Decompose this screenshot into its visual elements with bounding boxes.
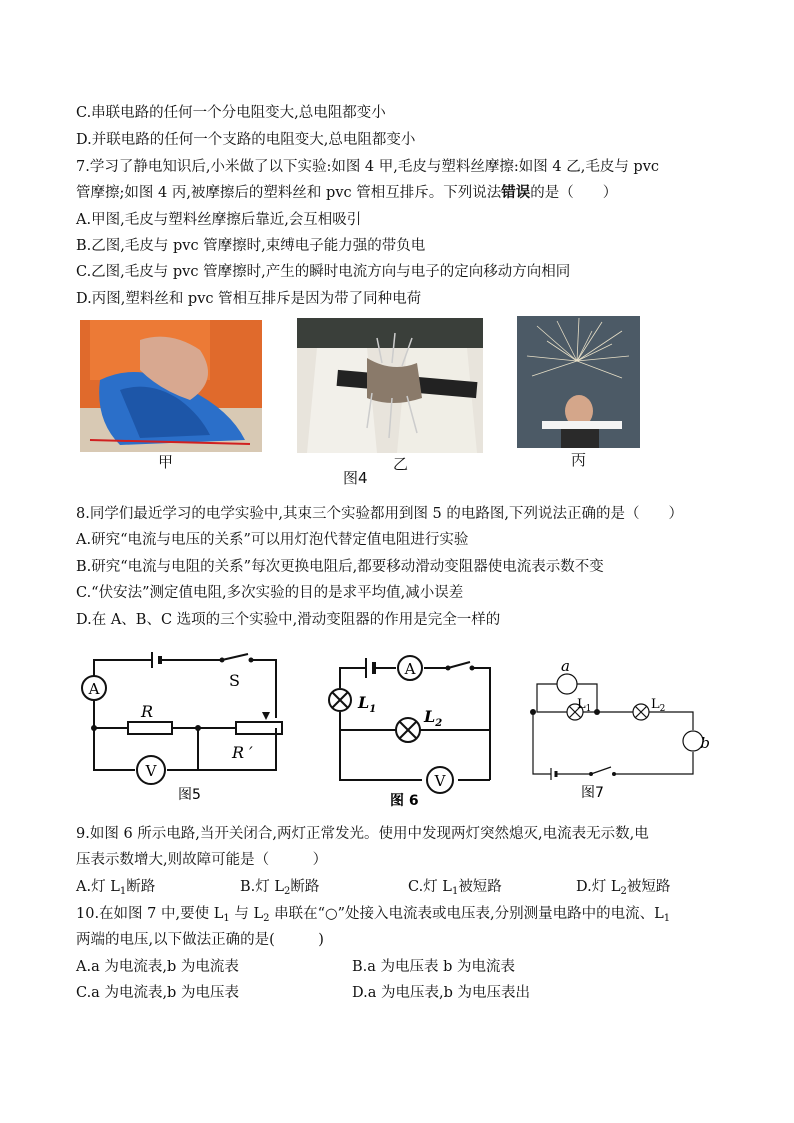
fig6-lamp1-sub: 1 xyxy=(369,704,377,715)
q10-option-c: C.a 为电流表,b 为电压表 xyxy=(76,985,239,1001)
q7-stem-end: 的是（ ） xyxy=(530,185,618,201)
fig4-caption-yi: 乙 xyxy=(393,455,409,473)
fig7-lamp2-label: L xyxy=(651,697,660,712)
fig6-caption: 图 6 xyxy=(390,793,419,809)
q9-option-d: D.灯 $L_2$被短路 xyxy=(576,879,671,897)
q7-option-d: D.丙图,塑料丝和 pvc 管相互排斥是因为带了同种电荷 xyxy=(76,291,422,307)
fig7-lamp1-sub: 1 xyxy=(585,704,592,714)
q9-stem-line2: 压表示数增大,则故障可能是（ ） xyxy=(76,852,328,868)
fig5-switch-label: S xyxy=(229,671,240,690)
q7-option-a: A.甲图,毛皮与塑料丝摩擦后靠近,会互相吸引 xyxy=(76,212,362,228)
q7-stem-line1: 7.学习了静电知识后,小米做了以下实验:如图 4 甲,毛皮与塑料丝摩擦:如图 4 乙,毛皮与 pvc xyxy=(76,159,660,175)
fig4-caption-jia: 甲 xyxy=(158,453,174,471)
q8-option-a: A.研究“电流与电压的关系”可以用灯泡代替定值电阻进行实验 xyxy=(76,532,469,548)
photo-yi xyxy=(297,318,483,453)
q10-option-a: A.a 为电流表,b 为电流表 xyxy=(76,959,239,975)
fig4-caption-bing: 丙 xyxy=(571,451,587,469)
fig5-resistor-label: R xyxy=(141,702,154,721)
q8-option-d: D.在 A、B、C 选项的三个实验中,滑动变阻器的作用是完全一样的 xyxy=(76,612,501,628)
svg-text:L1 xyxy=(357,693,376,715)
fig6-lamp2-sub: 2 xyxy=(435,718,443,729)
photo-jia xyxy=(80,320,262,452)
svg-text:L2 xyxy=(423,707,442,729)
q8-stem: 8.同学们最近学习的电学实验中,其束三个实验都用到图 5 的电路图,下列说法正确的是（ ） xyxy=(76,506,683,522)
fig7-lamp1-label: L xyxy=(577,697,586,712)
photo-bing xyxy=(517,316,640,448)
q7-option-b: B.乙图,毛皮与 pvc 管摩擦时,束缚电子能力强的带负电 xyxy=(76,238,426,254)
q7-stem-text: 管摩擦;如图 4 丙,被摩擦后的塑料丝和 pvc 管相互排斥。下列说法 xyxy=(76,185,502,201)
fig5-rheostat-label: R ′ xyxy=(232,743,253,762)
fig6-ammeter-label: A xyxy=(404,660,416,678)
q9-stem-line1: 9.如图 6 所示电路,当开关闭合,两灯正常发光。使用中发现两灯突然熄灭,电流表无示数,电 xyxy=(76,826,649,842)
q10-stem-line1: 10.在如图 7 中,要使 $L_1$ 与 $L_2$ 串联在“○”处接入电流表或电压表,分别测量电路中的电流、$L_1$ xyxy=(76,906,671,924)
fig7-caption: 图7 xyxy=(581,785,604,801)
svg-text:L2 xyxy=(651,697,665,714)
fig7-meter-a-label: a xyxy=(561,657,570,675)
q7-stem-line2 xyxy=(76,183,617,203)
fig5-voltmeter-label: V xyxy=(145,762,157,780)
circuit-figure-5 xyxy=(72,646,292,806)
q9-option-b: B.灯 $L_2$断路 xyxy=(240,879,320,897)
fig6-lamp2-label: L xyxy=(424,707,436,726)
q10-option-d: D.a 为电压表,b 为电压表出 xyxy=(352,985,530,1001)
svg-text:L1 xyxy=(577,697,591,714)
circuit-figure-6 xyxy=(322,650,502,808)
q10-stem-line2: 两端的电压,以下做法正确的是( ) xyxy=(76,932,324,948)
q9-option-a: A.灯 $L_1$断路 xyxy=(76,879,156,897)
fig5-caption: 图5 xyxy=(178,787,201,803)
fig5-ammeter-label: A xyxy=(88,680,100,698)
q7-option-c: C.乙图,毛皮与 pvc 管摩擦时,产生的瞬时电流方向与电子的定向移动方向相同 xyxy=(76,264,571,280)
fig6-voltmeter-label: V xyxy=(434,772,446,790)
q8-option-b: B.研究“电流与电阻的关系”每次更换电阻后,都要移动滑动变阻器使电流表示数不变 xyxy=(76,559,604,575)
fig4-caption: 图4 xyxy=(343,469,368,487)
q6-option-d: D.并联电路的任何一个支路的电阻变大,总电阻都变小 xyxy=(76,132,416,148)
q7-emphasis: 错误 xyxy=(501,184,531,201)
fig6-lamp1-label: L xyxy=(358,693,370,712)
fig7-lamp2-sub: 2 xyxy=(659,704,666,714)
q6-option-c: C.串联电路的任何一个分电阻变大,总电阻都变小 xyxy=(76,105,386,121)
circuit-figure-7 xyxy=(525,652,710,802)
q10-option-b: B.a 为电压表 b 为电流表 xyxy=(352,959,516,975)
q8-option-c: C.“伏安法”测定值电阻,多次实验的目的是求平均值,减小误差 xyxy=(76,585,464,601)
q9-option-c: C.灯 $L_1$被短路 xyxy=(408,879,502,897)
fig7-meter-b-label: b xyxy=(700,734,710,752)
